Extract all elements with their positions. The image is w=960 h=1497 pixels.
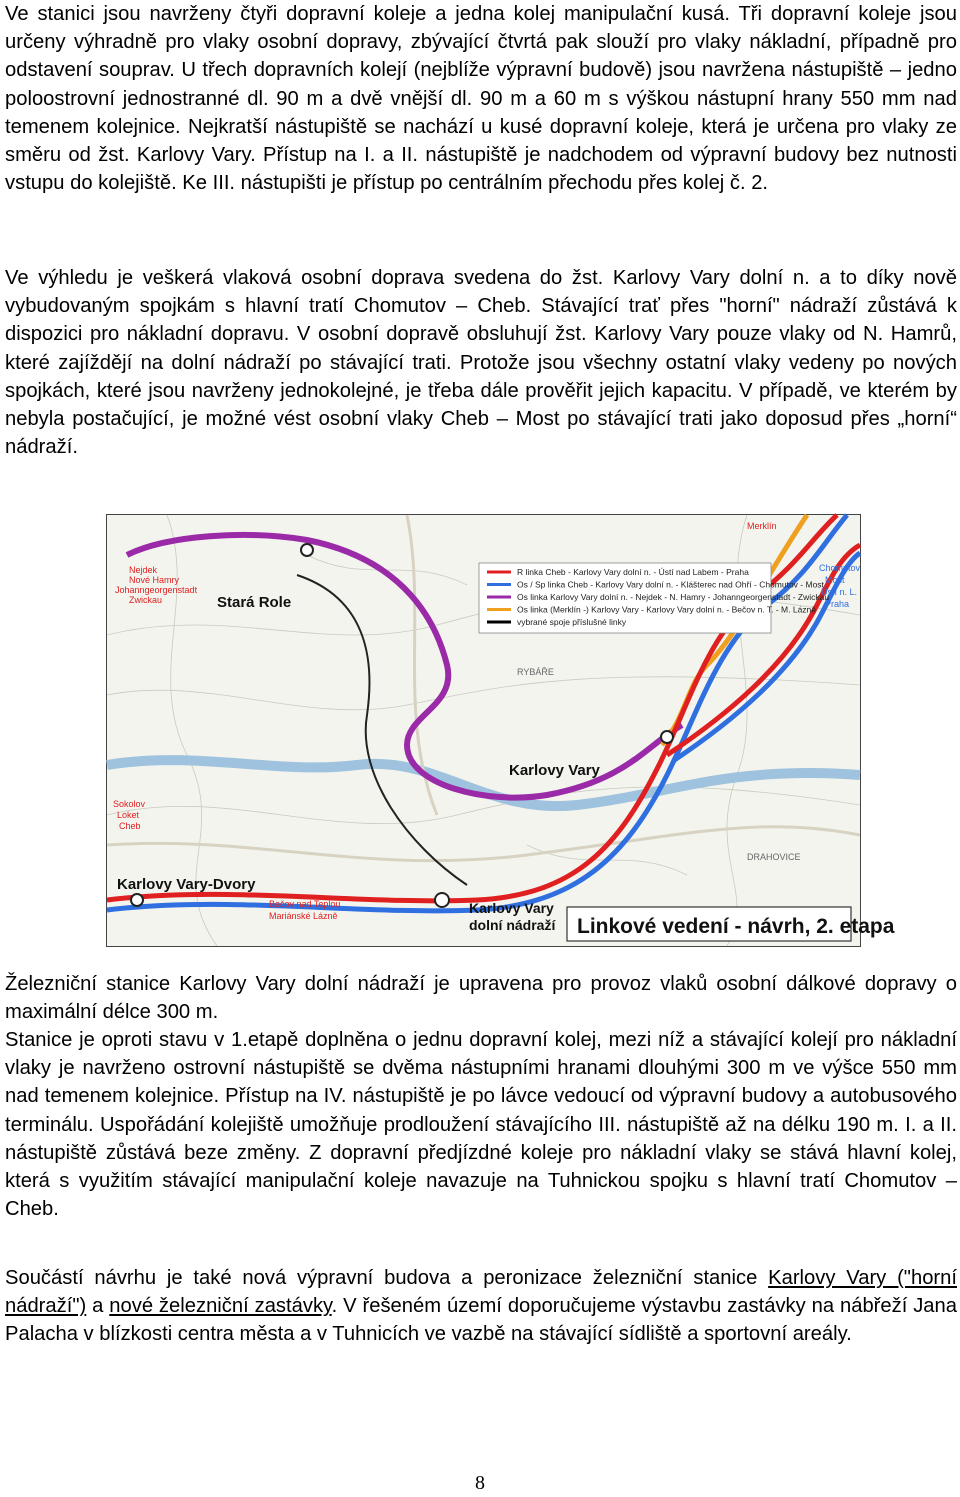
legend-label: Os linka (Merklín -) Karlovy Vary - Karlovy Vary dolní n. - Bečov n. T. - M. Lázně [517, 604, 817, 615]
svg-text:Nejdek: Nejdek [129, 565, 158, 575]
label-stara-role: Stará Role [217, 594, 292, 611]
paragraph-kv-dolni: Železniční stanice Karlovy Vary dolní nádraží je upravena pro provoz vlaků osobní dálkové dopravy o maximální délce 300 m. [5, 973, 957, 1024]
page-number: 8 [475, 1472, 485, 1494]
svg-text:Ústí n. L.: Ústí n. L. [821, 587, 858, 597]
svg-text:Chomutov: Chomutov [819, 563, 861, 573]
svg-text:Most: Most [825, 575, 845, 585]
paragraph-station-tracks: Ve stanici jsou navrženy čtyři dopravní koleje a jedna kolej manipulační kusá. Tři dopravní koleje jsou určeny výhradně pro vlaky osobní dopravy, zbývající čtvrtá pak slouží pro vlaky nákladní, případně pro odstavení souprav. U třech dopravních kolejí (nejblíže výpravní budově) jsou navržena nástupiště – jedno poloostrovní jednostranné dl. 90 m a dvě vnější dl. 90 m a 60 m s výškou nástupní hrany 550 mm nad temenem kolejnice. Nejkratší nástupiště se nachází u kusé dopravní koleje, která je určena pro vlaky ze směru od žst. Karlovy Vary. Přístup na I. a II. nástupiště je nadchodem od výpravní budovy bez nutnosti vstupu do kolejiště. Ke III. nástupišti je přístup po centrálním přechodu přes kolej č. 2. [5, 3, 957, 195]
paragraph-outlook: Ve výhledu je veškerá vlaková osobní doprava svedena do žst. Karlovy Vary dolní n. a to díky nově vybudovaným spojkám s hlavní tratí Chomutov – Cheb. Stávající trať přes "horní" nádraží zůstává k dispozici pro nákladní dopravu. V osobní dopravě obsluhují žst. Karlovy Vary pouze vlaky od N. Hamrů, které zajíždějí na dolní nádraží po stávající trati. Protože jsou všechny ostatní vlaky vedeny po nových spojkách, které jsou navrženy jednokolejné, je třeba dále prověřit jejich kapacitu. V případě, ve kterém by nebyla postačující, je možné vést osobní vlaky Cheb – Most po stávající trati jako doposud přes „horní“ nádraží. [5, 267, 957, 459]
link-kv-horni[interactable]: Karlovy Vary ("horní nádraží") [5, 1267, 957, 1318]
paragraph-station-extension: Stanice je oproti stavu v 1.etapě doplněna o jednu dopravní kolej, mezi níž a stávající kolejí pro nákladní vlaky je navrženo ostrovní nástupiště se dvěma nástupními hranami dlouhými 300 m ve výšce 550 mm nad temenem kolejnice. Přístup na IV. nástupiště je po lávce vedoucí od výpravní budovy a autobusového terminálu. Uspořádání kolejiště umožňuje prodloužení stávajícího III. nástupiště až na délku 190 m. I. a II. nástupiště zůstává beze změny. Z dopravní předjízdné koleje pro nákladní vlaky se stává hlavní kolej, která s využitím stávající manipulační koleje navazuje na Tuhnickou spojku s hlavní tratí Chomutov – Cheb. [5, 1029, 957, 1221]
label-kv-dolni-1: Karlovy Vary [469, 900, 554, 916]
svg-text:Bečov nad Teplou: Bečov nad Teplou [269, 899, 341, 909]
svg-text:Johanngeorgenstadt: Johanngeorgenstadt [115, 585, 198, 595]
link-new-stops[interactable]: nové železniční zastávky [109, 1295, 332, 1318]
label-drahovice: DRAHOVICE [747, 852, 801, 862]
svg-text:Sokolov: Sokolov [113, 799, 146, 809]
station-kv-dvory [131, 894, 143, 906]
label-merklin: Merklín [747, 521, 777, 531]
legend-label: Os linka Karlovy Vary dolní n. - Nejdek - N. Hamry - Johanngeorgenstadt - Zwickau [517, 592, 830, 602]
map-title: Linkové vedení - návrh, 2. etapa [577, 915, 895, 938]
station-kv [661, 731, 673, 743]
proposal-text-a: Součástí návrhu je také nová výpravní budova a peronizace železniční stanice [5, 1267, 769, 1289]
svg-text:Nové Hamry: Nové Hamry [129, 575, 180, 585]
legend-label: vybrané spoje příslušné linky [517, 617, 627, 627]
map-title-box [567, 907, 895, 941]
label-karlovy-vary: Karlovy Vary [509, 762, 600, 779]
line-routing-map [106, 514, 895, 947]
label-kv-dolni-2: dolní nádraží [469, 917, 556, 933]
map-svg [107, 515, 895, 946]
legend-label: R linka Cheb - Karlovy Vary dolní n. - Ústí nad Labem - Praha [517, 567, 749, 577]
svg-text:Praha: Praha [825, 599, 850, 609]
proposal-text-c: . V řešeném území doporučujeme výstavbu zastávky na nábřeží Jana Palacha v blízkosti centra města a v Tuhnicích ve vazbě na stávající sídliště a sportovní areály. [5, 1295, 957, 1346]
legend-label: Os / Sp linka Cheb - Karlovy Vary dolní n. - Klášterec nad Ohří - Chomutov - Most [517, 579, 824, 590]
svg-text:Mariánské Lázně: Mariánské Lázně [269, 911, 338, 921]
station-kv-dolni [435, 893, 449, 907]
station-stara-role [301, 544, 313, 556]
svg-text:Loket: Loket [117, 810, 140, 820]
label-rybare: RYBÁŘE [517, 667, 554, 677]
paragraph-proposal [5, 1264, 957, 1349]
label-kv-dvory: Karlovy Vary-Dvory [117, 876, 256, 893]
svg-text:Zwickau: Zwickau [129, 595, 163, 605]
svg-text:Cheb: Cheb [119, 821, 141, 831]
proposal-text-b: a [86, 1295, 110, 1318]
